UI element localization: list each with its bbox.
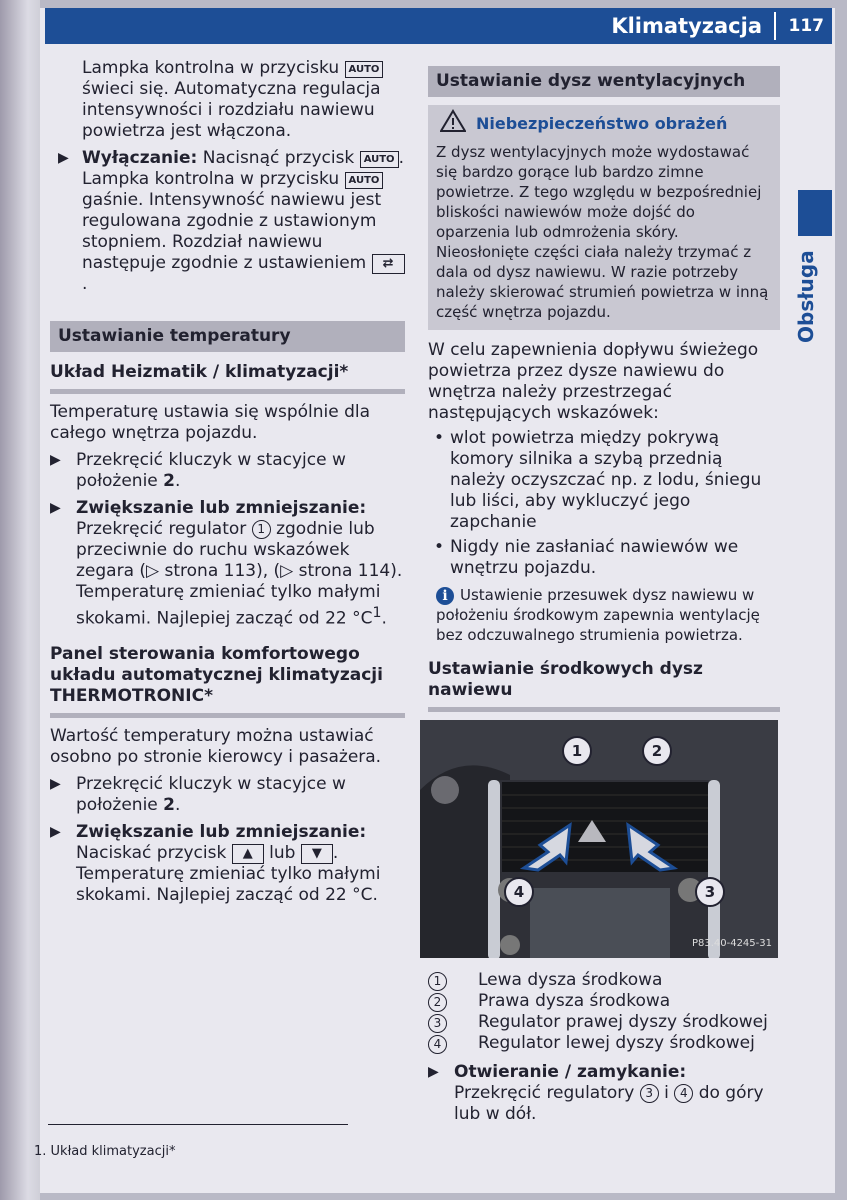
step-label: Wyłączanie: <box>82 148 198 168</box>
side-tab-marker <box>798 190 832 236</box>
legend-text: Regulator lewej dyszy środkowej <box>478 1033 755 1053</box>
chapter-title: Klimatyzacja <box>611 14 762 38</box>
step-label: Otwieranie / zamykanie: <box>454 1062 687 1082</box>
text: Przekręcić kluczyk w stacyjce w położenie <box>76 773 346 815</box>
temperature-section <box>50 321 405 906</box>
legend-item <box>428 1012 780 1033</box>
text: Przekręcić regulator <box>76 519 247 539</box>
legend-item <box>428 1033 780 1054</box>
info-text: Ustawienie przesuwek dysz nawiewu w położeniu środkowym zapewnia wentylację bez odczuwalnego strumienia powietrza. <box>436 586 760 644</box>
position-value: 2 <box>163 794 176 815</box>
thermo-step-1: ▶ Przekręcić kluczyk w stacyjce w położenie 2. <box>50 773 346 815</box>
step-label: Zwiększanie lub zmniejszanie: <box>76 498 367 518</box>
callout-number: 1 <box>428 972 447 991</box>
previous-page-edge <box>0 0 43 1200</box>
open-close-step <box>428 1062 780 1125</box>
text: Nigdy nie zasłaniać nawiewów we wnętrzu pojazdu. <box>450 537 739 578</box>
step-label: Zwiększanie lub zmniejszanie: <box>76 821 367 842</box>
callout-number: 1 <box>252 520 271 539</box>
footnote-number: 1 <box>34 1144 43 1159</box>
divider <box>50 389 405 394</box>
text: Przekręcić kluczyk w stacyjce w położenie <box>76 450 346 491</box>
step-arrow-icon: ▶ <box>50 452 61 468</box>
auto-on-paragraph <box>40 58 405 142</box>
callout-number: 4 <box>428 1035 447 1054</box>
left-column <box>40 58 405 906</box>
page-header <box>45 8 832 44</box>
legend-text: Lewa dysza środkowa <box>478 970 663 990</box>
warning-heading <box>436 105 772 142</box>
heiz-step-2: ▶ Zwiększanie lub zmniejszanie: Przekręcić regulator 1 zgodnie lub przeciwnie do ruchu wskazówek zegara (▷ strona 113), (▷ strona 114). Temperaturę zmieniać tylko małymi skokami. Najlepiej zacząć od 22 $^\circ C^1$. <box>50 498 403 629</box>
auto-key: AUTO <box>360 151 399 168</box>
photo-code: P83.40-4245-31 <box>691 938 772 949</box>
marker-3: 3 <box>695 877 725 907</box>
off-body: Lampka kontrolna w przycisku AUTO gaśnie. Intensywność nawiewu jest regulowana zgodnie z ustawionym stopniem. Rozdział nawiewu następuje zgodnie z ustawieniem ⇄. <box>82 169 405 295</box>
legend <box>428 970 780 1054</box>
marker-4: 4 <box>504 877 534 907</box>
text: Nacisnąć przycisk <box>202 148 355 168</box>
warning-text: Z dysz wentylacyjnych może wydostawać się bardzo gorące lub bardzo zimne powietrze. Z tego względu w bezpośredniej bliskości nawiewów może dojść do oparzenia lub odmrożenia skóry. Nieosłonięte części ciała należy trzymać z dala od dysz nawiewu. W razie potrzeby należy skierować strumień powietrza w inną część wnętrza pojazdu. <box>436 143 769 321</box>
legend-text: Prawa dysza środkowa <box>478 991 671 1011</box>
bullet-dot: • <box>434 537 445 557</box>
text: Temperaturę zmieniać tylko małymi skokami. Najlepiej zacząć od 22 °C. <box>76 863 381 905</box>
list-item <box>428 537 780 579</box>
callout-number: 3 <box>640 1084 659 1103</box>
info-note <box>428 585 780 645</box>
right-column <box>428 66 780 1125</box>
text: Przekręcić regulatory <box>454 1083 635 1103</box>
text: Naciskać przycisk <box>76 842 227 863</box>
center-vents-heading: Ustawianie środkowych dysz nawiewu <box>428 659 703 700</box>
step-arrow-icon: ▶ <box>50 775 61 792</box>
step-arrow-icon: ▶ <box>50 500 61 516</box>
footnote: 1. Układ klimatyzacji* <box>34 1144 176 1159</box>
legend-item <box>428 970 780 991</box>
thermotronic-intro: Wartość temperatury można ustawiać osobno po stronie kierowcy i pasażera. <box>50 725 382 767</box>
callout-number: 3 <box>428 1014 447 1033</box>
legend-text: Regulator prawej dyszy środkowej <box>478 1012 768 1032</box>
down-arrow-key: ▼ <box>301 844 333 864</box>
text: lub <box>269 842 296 863</box>
up-arrow-key: ▲ <box>232 844 264 864</box>
warning-title: Niebezpieczeństwo obrażeń <box>476 114 728 133</box>
section-title: Ustawianie temperatury <box>50 321 405 352</box>
heiz-step-1: ▶ Przekręcić kluczyk w stacyjce w położenie 2. <box>50 450 346 491</box>
header-separator <box>774 12 776 40</box>
divider <box>428 707 780 712</box>
divider <box>50 713 405 718</box>
text: wlot powietrza między pokrywą komory silnika a szybą przednią należy oczyszczać np. z lodu, śniegu lub liści, aby wykluczyć jego zapchanie <box>450 428 762 532</box>
callout-number: 4 <box>674 1084 693 1103</box>
position-value: 2 <box>163 471 176 491</box>
thermo-step-2: ▶ Zwiększanie lub zmniejszanie: Naciskać przycisk ▲ lub ▼ . Temperaturę zmieniać tylko małymi skokami. Najlepiej zacząć od 22 °C. <box>50 821 381 905</box>
warning-box <box>428 105 780 330</box>
list-item <box>428 428 780 533</box>
heizmatik-heading: Układ Heizmatik / klimatyzacji* <box>50 362 349 382</box>
side-tab-label: Obsługa <box>794 250 818 344</box>
auto-key: AUTO <box>345 172 384 189</box>
text: i <box>664 1083 669 1103</box>
footnote-text: Układ klimatyzacji* <box>50 1144 176 1159</box>
dashboard-photo <box>420 720 778 958</box>
text: świeci się. Automatyczna regulacja intensywności i rozdziału nawiewu powietrza jest włączona. <box>82 79 381 141</box>
thermotronic-heading: Panel sterowania komfortowego układu automatycznej klimatyzacji THERMOTRONIC* <box>50 643 383 706</box>
text: Lampka kontrolna w przycisku <box>82 169 340 189</box>
info-icon: i <box>436 587 454 605</box>
text: gaśnie. Intensywność nawiewu jest regulowana zgodnie z ustawionym stopniem. Rozdział nawiewu następuje zgodnie z ustawieniem <box>82 190 382 273</box>
fresh-air-paragraph: W celu zapewnienia dopływu świeżego powietrza przez dysze nawiewu do wnętrza należy przestrzegać następujących wskazówek: <box>428 340 759 423</box>
warning-triangle-icon <box>440 109 466 133</box>
section-title: Ustawianie dysz wentylacyjnych <box>428 66 780 97</box>
page-number: 117 <box>788 16 824 36</box>
marker-1: 1 <box>562 736 592 766</box>
bullet-dot: • <box>434 428 445 448</box>
heizmatik-intro: Temperaturę ustawia się wspólnie dla całego wnętrza pojazdu. <box>50 402 371 443</box>
footnote-rule <box>48 1124 348 1125</box>
text: Temperaturę zmieniać tylko małymi skokami. Najlepiej zacząć od 22 °C <box>76 582 381 629</box>
step-arrow-icon: ▶ <box>50 823 61 840</box>
text: do góry lub w dół. <box>454 1083 764 1124</box>
text: Lampka kontrolna w przycisku <box>82 58 340 78</box>
legend-item <box>428 991 780 1012</box>
marker-2: 2 <box>642 736 672 766</box>
dashboard-illustration <box>420 720 778 958</box>
step-arrow-icon: ▶ <box>58 150 69 166</box>
airflow-distribution-icon: ⇄ <box>372 254 405 274</box>
callout-number: 2 <box>428 993 447 1012</box>
off-step: ▶ Wyłączanie: Nacisnąć przycisk AUTO . Lampka kontrolna w przycisku AUTO gaśnie. Intensywność nawiewu jest regulowana zgodnie z ustawionym stopniem. Rozdział nawiewu następuje zgodnie z ustawieniem ⇄. <box>58 148 404 294</box>
footnote-ref: 1 <box>372 605 382 621</box>
text: zgodnie lub przeciwnie do ruchu wskazówek zegara (▷ strona 113), (▷ strona 114). <box>76 519 403 581</box>
auto-key: AUTO <box>345 61 384 78</box>
step-arrow-icon: ▶ <box>428 1064 439 1080</box>
